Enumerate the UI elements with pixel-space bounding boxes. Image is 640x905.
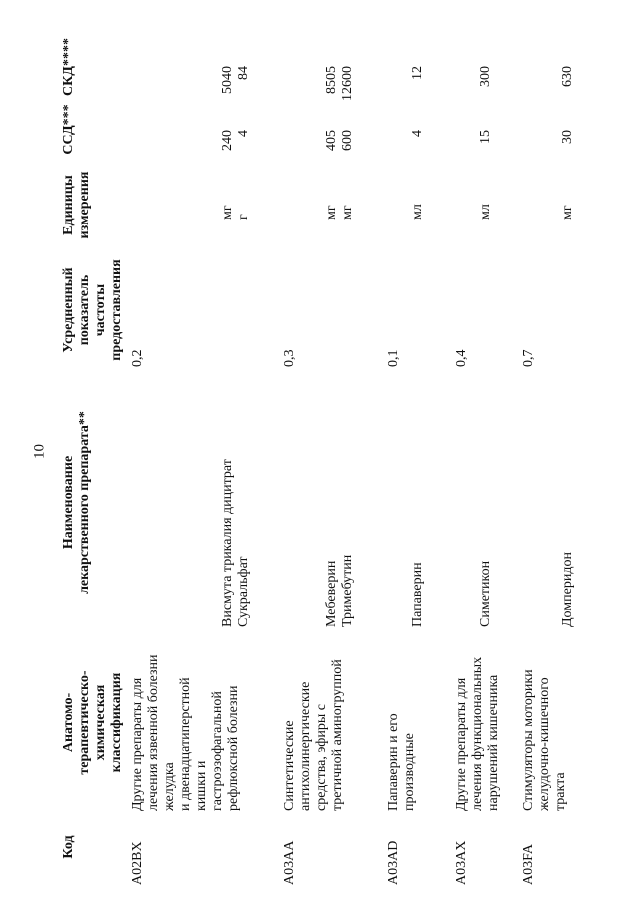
group-code: A02BX <box>130 841 145 885</box>
header-unit <box>61 165 93 245</box>
atc-line: нарушений кишечника <box>486 674 501 811</box>
drug-name: Папаверин <box>410 562 425 627</box>
atc-line: лечения функциональных <box>470 656 485 811</box>
group-frequency: 0,2 <box>130 349 145 367</box>
group-atc <box>521 669 569 811</box>
header-drug-line: лекарственного препарата** <box>77 411 92 594</box>
drug-ssd: 4 <box>236 130 251 137</box>
group-atc <box>386 713 418 811</box>
header-unit-line: измерения <box>77 171 92 239</box>
drug-name: Висмута трикалия дицитрат <box>220 459 235 627</box>
group-code: A03AD <box>386 840 401 885</box>
drug-skd: 8505 <box>324 66 339 94</box>
drug-unit: мг <box>340 205 355 220</box>
header-atc-line: классификация <box>109 672 124 773</box>
drug-skd: 84 <box>236 66 251 80</box>
drug-unit: мг <box>220 205 235 220</box>
drug-skd: 630 <box>560 66 575 87</box>
header-drug <box>61 375 93 630</box>
header-atc-line: терапевтическо- <box>77 670 92 775</box>
header-atc-line: химическая <box>93 684 108 761</box>
atc-line: рефлюксной болезни <box>226 685 241 811</box>
drug-skd: 5040 <box>220 66 235 94</box>
header-atc-line: Анатомо- <box>61 692 76 753</box>
atc-line: третичной аминогруппой <box>330 659 345 811</box>
group-frequency: 0,7 <box>521 349 536 367</box>
atc-line: желудка <box>162 762 177 811</box>
header-frequency-line: частоты <box>93 283 108 337</box>
drug-ssd: 15 <box>478 130 493 144</box>
atc-line: и двенадцатиперстной <box>178 677 193 811</box>
drug-ssd: 30 <box>560 130 575 144</box>
atc-line: средства, эфиры с <box>314 704 329 811</box>
atc-line: Другие препараты для <box>454 677 469 811</box>
atc-line: Папаверин и его <box>386 713 401 811</box>
drug-skd: 12 <box>410 66 425 80</box>
rotated-table <box>54 30 584 885</box>
atc-line: гастроэзофагальной <box>210 691 225 811</box>
drug-skd: 12600 <box>340 66 355 101</box>
drug-skd: 300 <box>478 66 493 87</box>
header-frequency-line: показатель <box>77 274 92 346</box>
group-code: A03FA <box>521 844 536 885</box>
drug-name: Мебеверин <box>324 560 339 627</box>
group-atc <box>454 657 502 811</box>
atc-line: Стимуляторы моторики <box>521 669 536 811</box>
atc-line: антихолинергические <box>298 681 313 811</box>
header-drug-line: Наименование <box>61 455 76 550</box>
header-code: Код <box>61 835 76 859</box>
atc-line: Синтетические <box>282 720 297 811</box>
drug-unit: мг <box>324 205 339 220</box>
header-frequency-line: предоставления <box>109 259 124 361</box>
drug-ssd: 600 <box>340 130 355 151</box>
header-frequency-line: Усредненный <box>61 267 76 353</box>
drug-name: Домперидон <box>560 552 575 627</box>
drug-name: Симетикон <box>478 560 493 627</box>
group-frequency: 0,3 <box>282 349 297 367</box>
atc-line: желудочно-кишечного <box>537 677 552 811</box>
drug-unit: мг <box>560 205 575 220</box>
group-code: A03AA <box>282 840 297 885</box>
header-atc <box>61 640 125 805</box>
atc-line: производные <box>402 733 417 811</box>
drug-ssd: 4 <box>410 130 425 137</box>
atc-line: кишки и <box>194 760 209 811</box>
header-skd: СКД**** <box>61 38 76 96</box>
drug-ssd: 240 <box>220 130 235 151</box>
header-frequency <box>61 255 125 365</box>
group-atc <box>130 654 242 811</box>
drug-name: Сукральфат <box>236 556 251 627</box>
drug-unit: мл <box>478 204 493 220</box>
drug-name: Тримебутин <box>340 554 355 627</box>
header-unit-line: Единицы <box>61 175 76 235</box>
drug-unit: мл <box>410 204 425 220</box>
atc-line: лечения язвенной болезни <box>146 654 161 811</box>
drug-unit: г <box>236 214 251 220</box>
group-frequency: 0,4 <box>454 349 469 367</box>
header-ssd: ССД*** <box>61 104 76 155</box>
group-frequency: 0,1 <box>386 349 401 367</box>
drug-ssd: 405 <box>324 130 339 151</box>
group-atc <box>282 659 346 811</box>
group-code: A03AX <box>454 840 469 885</box>
page-number: 10 <box>31 444 48 459</box>
atc-line: тракта <box>553 772 568 811</box>
atc-line: Другие препараты для <box>130 677 145 811</box>
